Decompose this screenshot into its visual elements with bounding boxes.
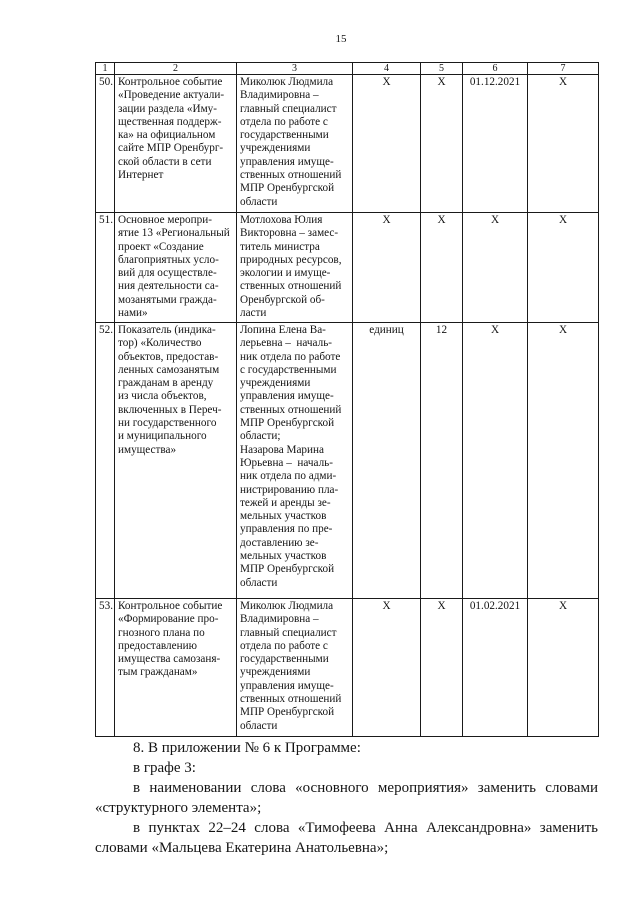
table-header-row <box>96 63 599 75</box>
responsible-person: Лопина Елена Ва- лерьевна – началь- ник отдела по работе с государственными учреждениями управления имуще- ственных отношений МПР Оренбургской области; Назарова Марина Юрьевна – началь- ник отдела по адми- нистрированию пла- тежей и аренды зе- мельных участков управления по пре- доставлению зе- мельных участков МПР Оренбургской области <box>237 323 353 599</box>
column-7-cell: X <box>528 323 599 599</box>
amendment-item-heading: 8. В приложении № 6 к Программе: <box>133 740 361 756</box>
header-cell-3: 3 <box>237 63 353 75</box>
value-cell: X <box>421 599 463 737</box>
unit-cell: X <box>353 213 421 323</box>
table-row <box>96 75 599 213</box>
amendment-paragraph-line: словами «Мальцева Екатерина Анатольевна»; <box>95 840 389 856</box>
header-cell-6: 6 <box>463 63 528 75</box>
date-cell: X <box>463 213 528 323</box>
row-number: 52. <box>96 323 115 599</box>
event-description: Показатель (индика- тор) «Количество объектов, предостав- ленных самозанятым гражданам в аренду из числа объектов, включенных в Переч- ни государственного и муниципального имущества» <box>115 323 237 599</box>
row-number: 53. <box>96 599 115 737</box>
unit-cell: X <box>353 75 421 213</box>
responsible-person: Мотлохова Юлия Викторовна – замес- титель министра природных ресурсов, экологии и имуще- ственных отношений Оренбургской об- ласти <box>237 213 353 323</box>
page-number: 15 <box>335 33 347 45</box>
amendment-paragraph-line: в наименовании слова «основного мероприятия» заменить словами <box>133 780 598 796</box>
date-cell: X <box>463 323 528 599</box>
event-description: Контрольное событие «Формирование про- гнозного плана по предоставлению имущества самозаня- тым гражданам» <box>115 599 237 737</box>
amendment-column-reference: в графе 3: <box>133 760 196 776</box>
amendment-paragraph-line: в пунктах 22–24 слова «Тимофеева Анна Александровна» заменить <box>133 820 598 836</box>
row-number: 51. <box>96 213 115 323</box>
header-cell-5: 5 <box>421 63 463 75</box>
unit-cell: X <box>353 599 421 737</box>
header-cell-4: 4 <box>353 63 421 75</box>
table-row <box>96 213 599 323</box>
header-cell-2: 2 <box>115 63 237 75</box>
program-measures-table <box>95 62 599 737</box>
table-row <box>96 323 599 599</box>
unit-cell: единиц <box>353 323 421 599</box>
amendment-paragraph-line: «структурного элемента»; <box>95 800 262 816</box>
amendments-text <box>95 738 598 858</box>
row-number: 50. <box>96 75 115 213</box>
event-description: Контрольное событие «Проведение актуали- зации раздела «Иму- щественная поддерж- ка» на официальном сайте МПР Оренбург- ской области в сети Интернет <box>115 75 237 213</box>
header-cell-1: 1 <box>96 63 115 75</box>
column-7-cell: X <box>528 599 599 737</box>
value-cell: X <box>421 75 463 213</box>
header-cell-7: 7 <box>528 63 599 75</box>
value-cell: X <box>421 213 463 323</box>
event-description: Основное меропри- ятие 13 «Региональный проект «Создание благоприятных усло- вий для осуществле- ния деятельности са- мозанятыми гражда- нами» <box>115 213 237 323</box>
value-cell: 12 <box>421 323 463 599</box>
responsible-person: Миколюк Людмила Владимировна – главный специалист отдела по работе с государственными учреждениями управления имуще- ственных отношений МПР Оренбургской области <box>237 599 353 737</box>
table-row <box>96 599 599 737</box>
date-cell: 01.02.2021 <box>463 599 528 737</box>
date-cell: 01.12.2021 <box>463 75 528 213</box>
column-7-cell: X <box>528 213 599 323</box>
column-7-cell: X <box>528 75 599 213</box>
responsible-person: Миколюк Людмила Владимировна – главный специалист отдела по работе с государственными учреждениями управления имуще- ственных отношений МПР Оренбургской области <box>237 75 353 213</box>
